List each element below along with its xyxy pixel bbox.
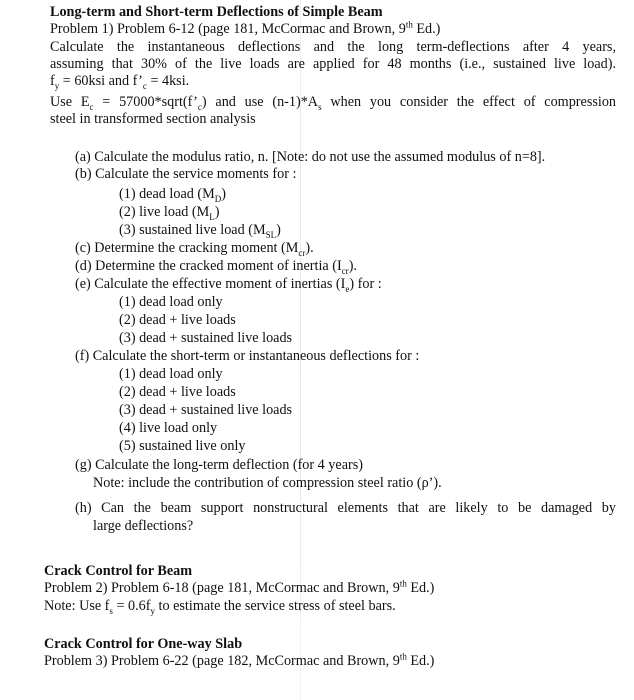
question-f: (f) Calculate the short-term or instantaneous deflections for : [75, 348, 420, 364]
material-properties: $f_y = 60ksi$ and $f’_c = 4ksi$. [50, 73, 190, 91]
section-3-title: Crack Control for One-way Slab [44, 636, 243, 652]
problem-2-line: Problem 2) Problem 6-18 (page 181, McCormac and Brown, 9th Ed.) [44, 578, 435, 596]
problem-1-line: Problem 1) Problem 6-12 (page 181, McCormac and Brown, 9th Ed.) [50, 19, 441, 37]
question-f-item-2: (2) dead + live loads [119, 384, 236, 400]
question-e-item-2: (2) dead + live loads [119, 312, 236, 328]
question-g: (g) Calculate the long-term deflection (for 4 years) [75, 457, 363, 473]
elastic-modulus-instruction-line-2: steel in transformed section analysis [50, 111, 256, 127]
question-g-note: Note: include the contribution of compression steel ratio (ρ’). [93, 475, 442, 491]
problem-1-description-line-1: Calculate the instantaneous deflections and the long term-deflections after 4 years, [50, 39, 616, 55]
question-e-item-1: (1) dead load only [119, 294, 223, 310]
question-f-item-5: (5) sustained live only [119, 438, 246, 454]
question-e-item-3: (3) dead + sustained live loads [119, 330, 293, 346]
question-b: (b) Calculate the service moments for : [75, 166, 297, 182]
problem-2-note: Note: Use $f_s = 0.6f_y$ to estimate the service stress of steel bars. [44, 598, 396, 616]
section-1-title: Long-term and Short-term Deflections of Simple Beam [50, 4, 383, 20]
question-h-line-1: (h) Can the beam support nonstructural elements that are likely to be damaged by [75, 500, 616, 516]
question-f-item-4: (4) live load only [119, 420, 218, 436]
question-d: (d) Determine the cracked moment of inertia $(I_{cr})$. [75, 258, 357, 276]
problem-1-description-line-2: assuming that 30% of the live loads are applied for 48 months (i.e., sustained live load). [50, 56, 616, 72]
question-b-item-3: (3) sustained live load $(M_{SL})$ [119, 222, 281, 240]
question-e: (e) Calculate the effective moment of inertias $(I_e)$ for : [75, 276, 382, 294]
question-f-item-1: (1) dead load only [119, 366, 223, 382]
question-a: (a) Calculate the modulus ratio, n. [Note: do not use the assumed modulus of n=8]. [75, 149, 546, 165]
question-f-item-3: (3) dead + sustained live loads [119, 402, 293, 418]
elastic-modulus-instruction: Use $E_c$ = $57000*sqrt(f’_c)$ and use $(n-1)*A_s$ when you consider the effect of compression [50, 94, 617, 112]
question-b-item-1: (1) dead load $(M_D)$ [119, 186, 226, 204]
problem-3-line: Problem 3) Problem 6-22 (page 182, McCormac and Brown, 9th Ed.) [44, 651, 435, 669]
question-h-line-2: large deflections? [93, 518, 194, 534]
section-2-title: Crack Control for Beam [44, 563, 193, 579]
question-b-item-2: (2) live load $(M_L)$ [119, 204, 220, 222]
question-c: (c) Determine the cracking moment $(M_{cr})$. [75, 240, 314, 258]
